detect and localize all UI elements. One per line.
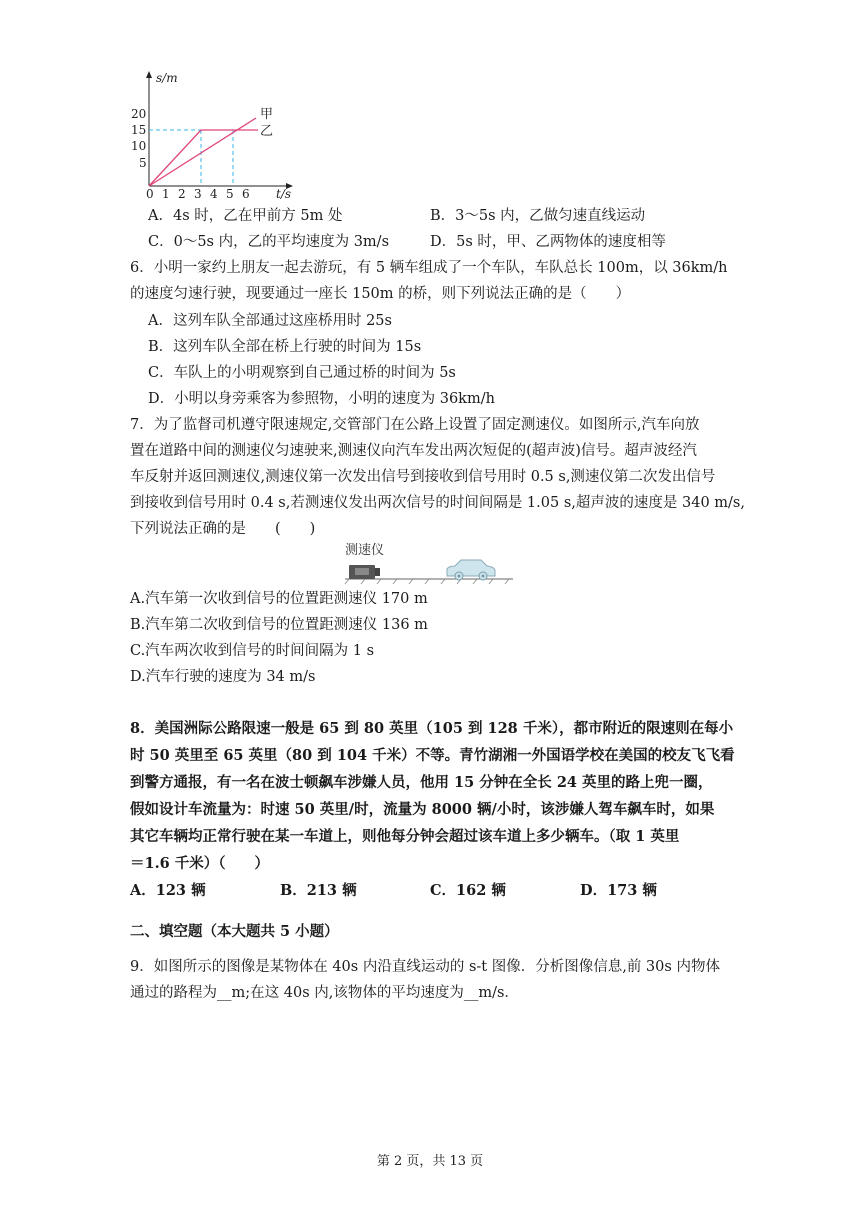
q8-option-c: C．162 辆 <box>430 882 506 899</box>
q5-option-d: D．5s 时，甲、乙两物体的速度相等 <box>430 234 666 250</box>
q8-stem-line-4: 假如设计车流量为：时速 50 英里/时，流量为 8000 辆/小时，该涉嫌人驾车飙车时，如果 <box>130 801 715 818</box>
q7-option-b: B.汽车第二次收到信号的位置距测速仪 136 m <box>130 617 428 633</box>
q5-option-b: B．3～5s 内，乙做匀速直线运动 <box>430 208 646 224</box>
q8-option-d: D．173 辆 <box>580 882 657 899</box>
q7-stem-line-3: 车反射并返回测速仪,测速仪第一次发出信号到接收到信号用时 0.5 s,测速仪第二次发出信号 <box>130 469 716 485</box>
x-tick-label: 6 <box>242 187 250 200</box>
x-tick-label: 5 <box>226 187 234 200</box>
y-tick-label: 20 <box>131 107 147 121</box>
page-footer: 第 2 页，共 13 页 <box>376 1154 484 1169</box>
radar-label: 测速仪 <box>345 543 385 558</box>
y-axis-arrow <box>146 71 152 78</box>
series-yi-line <box>149 130 258 186</box>
q7-option-c: C.汽车两次收到信号的时间间隔为 1 s <box>130 643 375 659</box>
q8-stem-line-6: ＝1.6 千米）（ ） <box>130 855 270 872</box>
y-tick-label: 15 <box>131 123 147 137</box>
q6-stem-line-1: 6．小明一家约上朋友一起去游玩，有 5 辆车组成了一个车队，车队总长 100m，以 36km/h <box>130 260 728 276</box>
q6-option-b: B．这列车队全部在桥上行驶的时间为 15s <box>148 339 422 355</box>
q8-option-a: A．123 辆 <box>130 882 206 899</box>
q6-option-a: A．这列车队全部通过这座桥用时 25s <box>148 313 392 329</box>
x-axis-label: t/s <box>276 187 292 200</box>
car-icon <box>447 560 495 580</box>
x-tick-label: 0 <box>146 187 154 200</box>
x-tick-label: 3 <box>194 187 202 200</box>
x-tick-label: 1 <box>162 187 170 200</box>
q6-stem-line-2: 的速度匀速行驶，现要通过一座长 150m 的桥，则下列说法正确的是（ ） <box>130 286 631 302</box>
q5-option-c: C．0～5s 内，乙的平均速度为 3m/s <box>148 234 390 250</box>
x-tick-label: 4 <box>210 187 218 200</box>
q9-stem-line-1: 9．如图所示的图像是某物体在 40s 内沿直线运动的 s-t 图像．分析图像信息,前 30s 内物体 <box>130 959 720 975</box>
q7-stem-line-1: 7．为了监督司机遵守限速规定,交管部门在公路上设置了固定测速仪。如图所示,汽车向放 <box>130 417 700 433</box>
series-jia-line <box>149 118 256 186</box>
y-tick-label: 10 <box>131 139 147 153</box>
q7-option-d: D.汽车行驶的速度为 34 m/s <box>130 669 316 685</box>
y-tick-label: 5 <box>139 156 147 170</box>
q8-option-b: B．213 辆 <box>280 882 357 899</box>
q5-option-a: A．4s 时，乙在甲前方 5m 处 <box>148 208 343 224</box>
q6-option-d: D．小明以身旁乘客为参照物，小明的速度为 36km/h <box>148 391 495 407</box>
q8-stem-line-1: 8．美国洲际公路限速一般是 65 到 80 英里（105 到 128 千米），都市附近的限速则在每小 <box>130 720 734 737</box>
x-tick-label: 2 <box>178 187 186 200</box>
q7-stem-line-4: 到接收到信号用时 0.4 s,若测速仪发出两次信号的时间间隔是 1.05 s,超声波的速度是 340 m/s, <box>130 495 745 511</box>
q7-stem-line-5: 下列说法正确的是 ( ) <box>130 521 316 537</box>
series-yi-label: 乙 <box>260 124 274 139</box>
q7-stem-line-2: 置在道路中间的测速仪匀速驶来,测速仪向汽车发出两次短促的(超声波)信号。超声波经汽 <box>130 443 697 459</box>
q8-stem-line-2: 时 50 英里至 65 英里（80 到 104 千米）不等。青竹湖湘一外国语学校在美国的校友飞飞看 <box>130 747 735 764</box>
q8-stem-line-5: 其它车辆均正常行驶在某一车道上，则他每分钟会超过该车道上多少辆车。（取 1 英里 <box>130 828 680 845</box>
q6-option-c: C．车队上的小明观察到自己通过桥的时间为 5s <box>148 365 456 381</box>
section-heading: 二、填空题（本大题共 5 小题） <box>130 923 339 940</box>
q7-option-a: A.汽车第一次收到信号的位置距测速仪 170 m <box>130 591 428 607</box>
series-jia-label: 甲 <box>260 107 274 122</box>
speed-radar-figure <box>335 540 515 588</box>
y-axis-label: s/m <box>156 71 178 85</box>
radar-device-icon <box>349 565 380 579</box>
st-graph <box>130 68 300 200</box>
q8-stem-line-3: 到警方通报，有一名在波士顿飙车涉嫌人员，他用 15 分钟在全长 24 英里的路上兜一圈， <box>130 774 713 791</box>
q9-stem-line-2: 通过的路程为__m;在这 40s 内,该物体的平均速度为__m/s． <box>130 985 519 1001</box>
